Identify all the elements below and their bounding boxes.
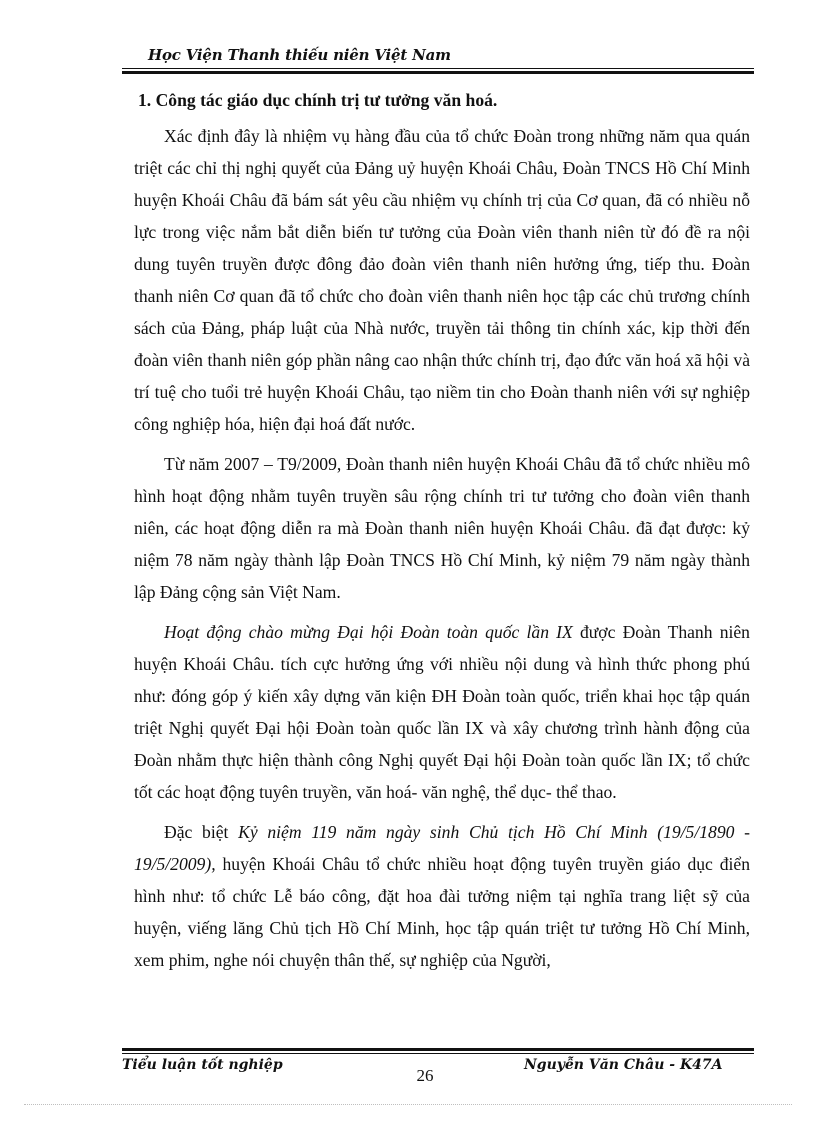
- body-text: [134, 84, 750, 984]
- page-number: 26: [416, 1066, 434, 1085]
- paragraph-3-italic: Hoạt động chào mừng Đại hội Đoàn toàn quốc lần IX: [164, 622, 573, 642]
- paragraph-4: [134, 816, 750, 976]
- section-heading: 1. Công tác giáo dục chính trị tư tưởng văn hoá.: [138, 90, 498, 110]
- header-rule-thin: [122, 68, 754, 69]
- paragraph-4-italic: Kỷ niệm 119 năm ngày sinh Chủ tịch Hồ Chí Minh (19/5/1890 - 19/5/2009),: [134, 822, 750, 874]
- paragraph-1: Xác định đây là nhiệm vụ hàng đầu của tổ chức Đoàn trong những năm qua quán triệt các chỉ thị nghị quyết của Đảng uỷ huyện Khoái Châu, Đoàn TNCS Hồ Chí Minh huyện Khoái Châu đã bám sát yêu cầu nhiệm vụ chính trị của Cơ quan, đã có nhiều nỗ lực trong việc nắm bắt diễn biến tư tưởng của Đoàn viên thanh niên từ đó đề ra nội dung tuyên truyền được đông đảo đoàn viên thanh niên hưởng ứng, tiếp thu. Đoàn thanh niên Cơ quan đã tổ chức cho đoàn viên thanh niên học tập các chủ trương chính sách của Đảng, pháp luật của Nhà nước, truyền tải thông tin chính xác, kịp thời đến đoàn viên thanh niên góp phần nâng cao nhận thức chính trị, đạo đức văn hoá xã hội và trí tuệ cho tuổi trẻ huyện Khoái Châu, tạo niềm tin cho Đoàn thanh niên với sự nghiệp công nghiệp hóa, hiện đại hoá đất nước.: [134, 126, 750, 434]
- footer-left-text: Tiểu luận tốt nghiệp: [122, 1057, 283, 1073]
- page-edge-dotted-line: [24, 1104, 792, 1105]
- paragraph-4-lead: Đặc biệt: [164, 822, 239, 842]
- footer-rule-thin: [122, 1053, 754, 1054]
- paragraph-2: Từ năm 2007 – T9/2009, Đoàn thanh niên huyện Khoái Châu đã tổ chức nhiều mô hình hoạt động nhằm tuyên truyền sâu rộng chính tri tư tưởng cho đoàn viên thanh niên, các hoạt động diễn ra mà Đoàn thanh niên huyện Khoái Châu. đã đạt được: kỷ niệm 78 năm ngày thành lập Đoàn TNCS Hồ Chí Minh, kỷ niệm 79 năm ngày thành lập Đảng cộng sản Việt Nam.: [134, 454, 750, 602]
- header-rule-thick: [122, 71, 754, 74]
- paragraph-3-rest: được Đoàn Thanh niên huyện Khoái Châu. tích cực hưởng ứng với nhiều nội dung và hình thức phong phú như: đóng góp ý kiến xây dựng văn kiện ĐH Đoàn toàn quốc, triển khai học tập quán triệt Nghị quyết Đại hội Đoàn toàn quốc lần IX và xây chương trình hành động của Đoàn nhằm thực hiện thành công Nghị quyết Đại hội Đoàn toàn quốc lần IX; tổ chức tốt các hoạt động tuyên truyền, văn hoá- văn nghệ, thể dục- thể thao.: [134, 622, 750, 802]
- paragraph-4-rest: huyện Khoái Châu tổ chức nhiều hoạt động tuyên truyền giáo dục điển hình như: tổ chức Lễ báo công, đặt hoa đài tưởng niệm tại nghĩa trang liệt sỹ của huyện, viếng lăng Chủ tịch Hồ Chí Minh, học tập quán triệt tư tưởng Hồ Chí Minh, xem phim, nghe nói chuyện thân thế, sự nghiệp của Người,: [134, 854, 750, 970]
- footer-rule-thick: [122, 1048, 754, 1051]
- paragraph-3: [134, 616, 750, 808]
- footer-right-text: Nguyễn Văn Châu - K47A: [524, 1057, 723, 1073]
- running-header-title: Học Viện Thanh thiếu niên Việt Nam: [148, 46, 451, 64]
